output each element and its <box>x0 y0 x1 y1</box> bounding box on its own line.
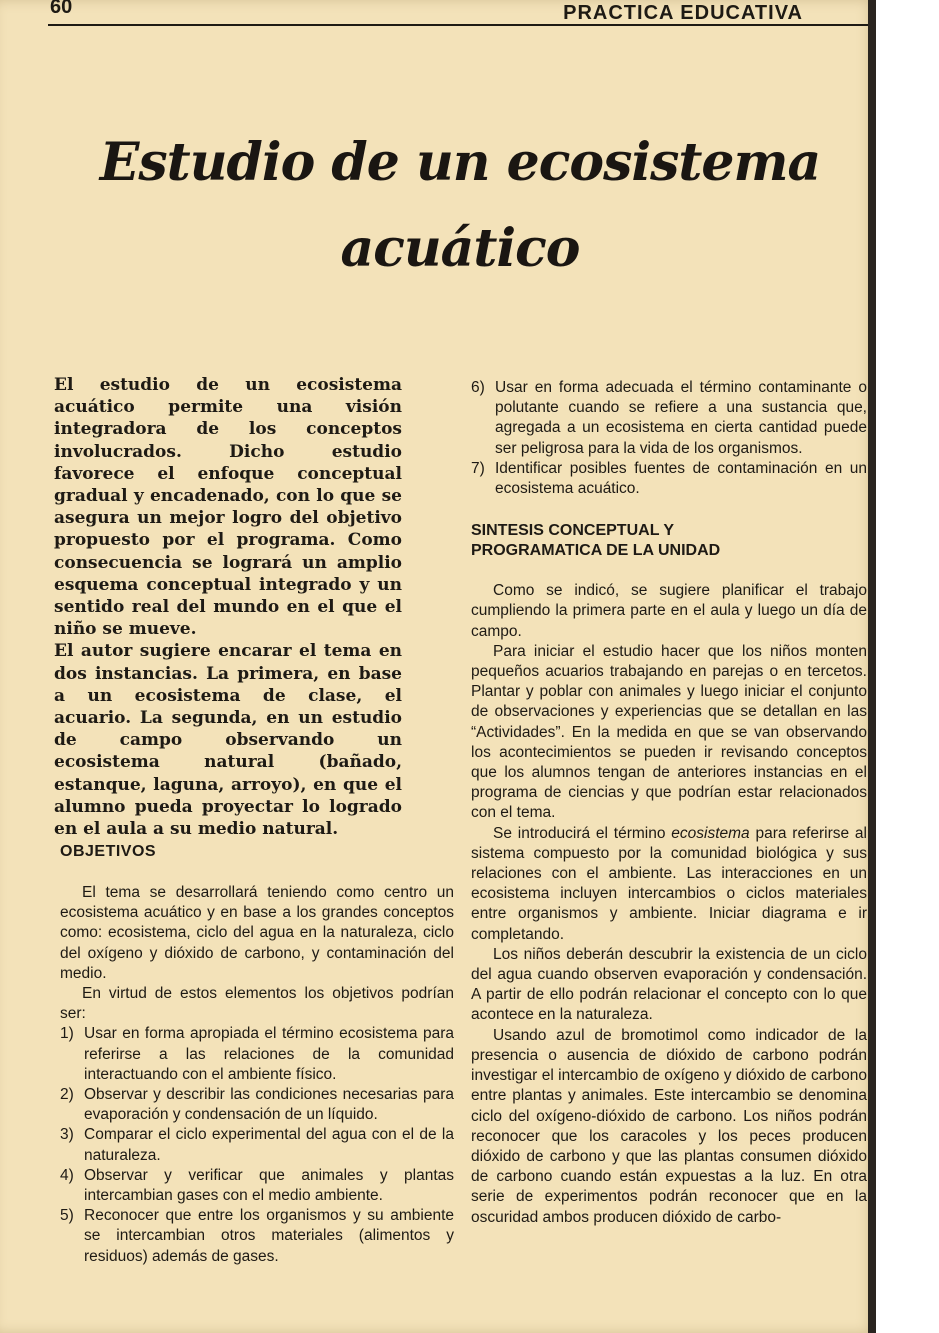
list-number: 5) <box>60 1207 74 1225</box>
intro-paragraph: El autor sugiere encarar el tema en dos instancias. La primera, en base a un ecosistema de clase, el acuario. La segunda, en un estudio de campo observando un ecosistema natural (bañado, estanque, laguna, arroyo), en que el alumno pueda proyectar lo logrado en el aula a su medio natural. <box>54 641 402 840</box>
list-text: Reconocer que entre los organismos y su ambiente se intercambian otros materiales (alimentos y residuos) además de gases. <box>84 1207 454 1265</box>
objetivos-heading: OBJETIVOS <box>60 843 157 860</box>
heading-line: PROGRAMATICA DE LA UNIDAD <box>471 542 721 560</box>
section-header: PRACTICA EDUCATIVA <box>563 2 803 24</box>
list-item <box>60 1085 454 1125</box>
body-paragraph: Para iniciar el estudio hacer que los niños monten pequeños acuarios trabajando en parejas o en tercetos. Plantar y poblar con animales y luego iniciar el conjunto de observaciones y experiencias que se detallan en las “Actividades”. En la medida en que se van observando los acontecimientos se pueden ir revisando conceptos que los alumnos tengan de anteriores instancias en el programa de ciencias y que podrían estar relacionados con el tema. <box>471 642 867 822</box>
list-item <box>60 1206 454 1267</box>
page-number: 60 <box>50 0 73 18</box>
text-run: para referirse al sistema compuesto por la comunidad biológica y sus relaciones con el ambiente. Las interacciones en un ecosistema incluyen intercambios o ciclos materiales entre organismos y ambiente. Iniciar diagrama e ir completando. <box>471 824 867 943</box>
right-column <box>471 378 867 1228</box>
body-paragraph: Usando azul de bromotimol como indicador de la presencia o ausencia de dióxido de carbono podrán investigar el intercambio de oxígeno y dióxido de carbono entre plantas y animales. Este intercambio se denomina ciclo del oxígeno-dióxido de carbono. Los niños podrán reconocer que los caracoles y los peces producen dióxido de carbono y que las plantas consumen dióxido de carbono cuando están expuestas a la luz. En otra serie de experimentos podrán reconocer que en la oscuridad ambos producen dióxido de carbo- <box>471 1026 867 1226</box>
list-number: 7) <box>471 459 485 477</box>
list-item <box>471 459 867 499</box>
body-paragraph <box>471 824 867 945</box>
list-text: Usar en forma adecuada el término contaminante o polutante cuando se refiere a una sustancia que, agregada a un ecosistema en cierta cantidad puede ser peligrosa para la vida de los organismos. <box>495 379 867 457</box>
list-number: 6) <box>471 379 485 396</box>
list-text: Identificar posibles fuentes de contaminación en un ecosistema acuático. <box>495 459 867 498</box>
list-item <box>60 1166 454 1206</box>
intro-block <box>54 374 402 840</box>
objetivos-body <box>60 883 454 1267</box>
body-paragraph: El tema se desarrollará teniendo como centro un ecosistema acuático y en base a los grandes conceptos como: ecosistema, ciclo del agua en la naturaleza, ciclo del oxígeno y dióxido de carbono, y contaminación del medio. <box>60 884 454 982</box>
list-number: 1) <box>60 1025 74 1043</box>
list-text: Comparar el ciclo experimental del agua con el de la naturaleza. <box>84 1126 454 1164</box>
body-paragraph: En virtud de estos elementos los objetivos podrían ser: <box>60 985 454 1023</box>
intro-paragraph: El estudio de un ecosistema acuático permite una visión integradora de los conceptos involucrados. Dicho estudio favorece el enfoque conceptual gradual y encadenado, con lo que se asegura un mejor logro del objetivo propuesto por el programa. Como consecuencia se logrará un amplio esquema conceptual integrado y un sentido real del mundo en el que el niño se mueve. <box>54 375 402 640</box>
list-text: Observar y describir las condiciones necesarias para evaporación y condensación de un líquido. <box>84 1086 454 1124</box>
list-number: 4) <box>60 1166 74 1184</box>
heading-line: SINTESIS CONCEPTUAL Y <box>471 522 674 540</box>
list-text: Observar y verificar que animales y plantas intercambian gases con el medio ambiente. <box>84 1166 454 1205</box>
objetivos-list <box>60 1024 454 1266</box>
title-line-1: Estudio de un ecosistema <box>99 132 821 193</box>
objetivos-list-continued <box>471 378 867 499</box>
list-item <box>60 1024 454 1085</box>
list-number: 3) <box>60 1126 74 1144</box>
sintesis-heading <box>471 521 867 561</box>
body-paragraph: Como se indicó, se sugiere planificar el trabajo cumpliendo la primera parte en el aula y luego un día de campo. <box>471 582 867 640</box>
list-number: 2) <box>60 1086 74 1104</box>
list-item <box>471 378 867 459</box>
article-title <box>60 120 860 292</box>
body-paragraph: Los niños deberán descubrir la existencia de un ciclo del agua cuando observen evaporación y condensación. A partir de ello podrán relacionar el concepto con lo que acontece en la naturaleza. <box>471 945 867 1024</box>
list-item <box>60 1125 454 1165</box>
emphasized-term: ecosistema <box>671 824 750 842</box>
text-run: Se introducirá el término <box>493 824 672 842</box>
title-line-2: acuático <box>340 218 580 279</box>
header-rule <box>48 24 868 26</box>
page-edge-shadow <box>868 0 876 1333</box>
list-text: Usar en forma apropiada el término ecosistema para referirse a las relaciones de la comunidad interactuando con el ambiente físico. <box>84 1025 454 1083</box>
